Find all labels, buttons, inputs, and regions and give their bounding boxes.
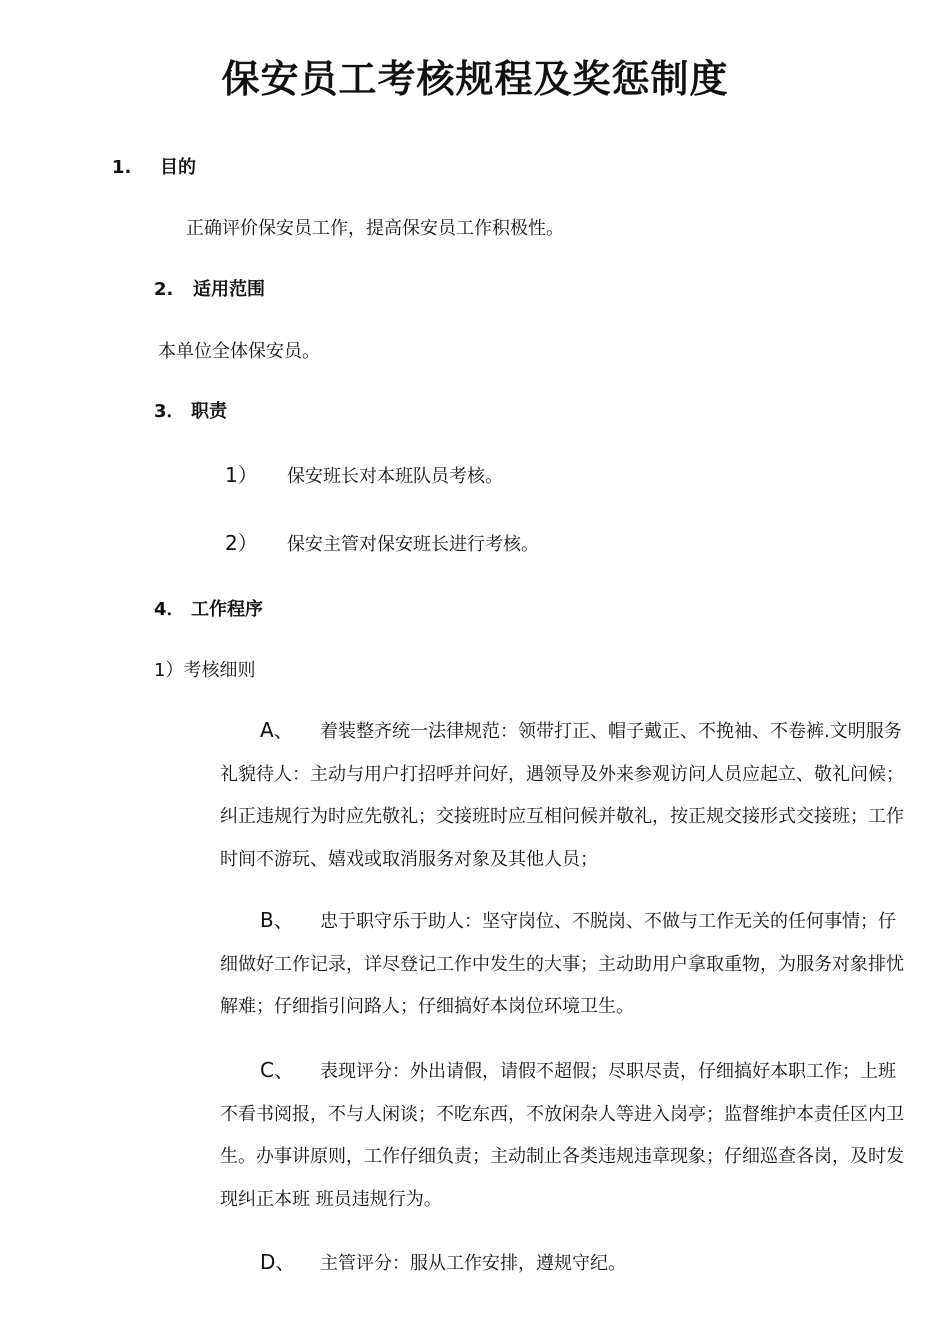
rule-label: D、 <box>260 1250 296 1274</box>
section-1-text: 正确评价保安员工作，提高保安员工作积极性。 <box>186 218 564 239</box>
rule-text: 表现评分：外出请假，请假不超假；尽职尽责，仔细搞好本职工作；上班不看书阅报，不与人闲谈；不吃东西，不放闲杂人等进入岗亭；监督维护本责任区内卫生。办事讲原则，工作仔细负责；主动制止各类违规违章现象；仔细巡查各岗，及时发现纠正本班 班员违规行为。 <box>220 1061 904 1210</box>
list-item-text: 保安班长对本班队员考核。 <box>287 466 503 487</box>
rule-text: 忠于职守乐于助人：坚守岗位、不脱岗、不做与工作无关的任何事情；仔细做好工作记录，详尽登记工作中发生的大事；主动助用户拿取重物，为服务对象排忧解难；仔细指引问路人；仔细搞好本岗位环境卫生。 <box>220 911 904 1017</box>
section-2-number: 2. <box>154 279 174 300</box>
document-title: 保安员工考核规程及奖惩制度 <box>221 56 729 101</box>
rule-text: 主管评分：服从工作安排，遵规守纪。 <box>320 1253 626 1274</box>
section-2-title: 适用范围 <box>193 279 265 300</box>
list-item <box>225 527 539 556</box>
rule-paragraph-b <box>220 899 910 1029</box>
subsection-heading: 1）考核细则 <box>154 660 256 681</box>
list-item <box>225 459 503 488</box>
rule-label: C、 <box>260 1058 294 1082</box>
rule-paragraph-c <box>220 1049 910 1221</box>
list-item-text: 保安主管对保安班长进行考核。 <box>287 534 539 555</box>
rule-label: B、 <box>260 908 294 932</box>
section-1-title: 目的 <box>160 157 196 178</box>
rule-paragraph-a <box>220 709 910 881</box>
section-4-number: 4． <box>154 599 185 620</box>
section-3-heading <box>154 397 227 423</box>
section-4-title: 工作程序 <box>191 599 263 620</box>
list-item-number: 1） <box>225 463 258 487</box>
list-item-number: 2） <box>225 531 258 555</box>
rule-text: 着装整齐统一法律规范：领带打正、帽子戴正、不挽袖、不卷裤.文明服务礼貌待人：主动与用户打招呼并问好，遇领导及外来参观访问人员应起立、敬礼问候；纠正违规行为时应先敬礼；交接班时应互相问候并敬礼，按正规交接形式交接班；工作时间不游玩、嬉戏或取消服务对象及其他人员； <box>220 721 904 870</box>
section-2-text: 本单位全体保安员。 <box>158 341 320 362</box>
section-1-number: 1. <box>112 157 132 178</box>
section-1-heading <box>112 153 196 179</box>
section-3-number: 3． <box>154 401 185 422</box>
rule-label: A、 <box>260 718 294 742</box>
rule-paragraph-d <box>220 1241 910 1286</box>
section-2-heading <box>154 275 265 301</box>
section-3-title: 职责 <box>191 401 227 422</box>
section-4-heading <box>154 595 263 621</box>
